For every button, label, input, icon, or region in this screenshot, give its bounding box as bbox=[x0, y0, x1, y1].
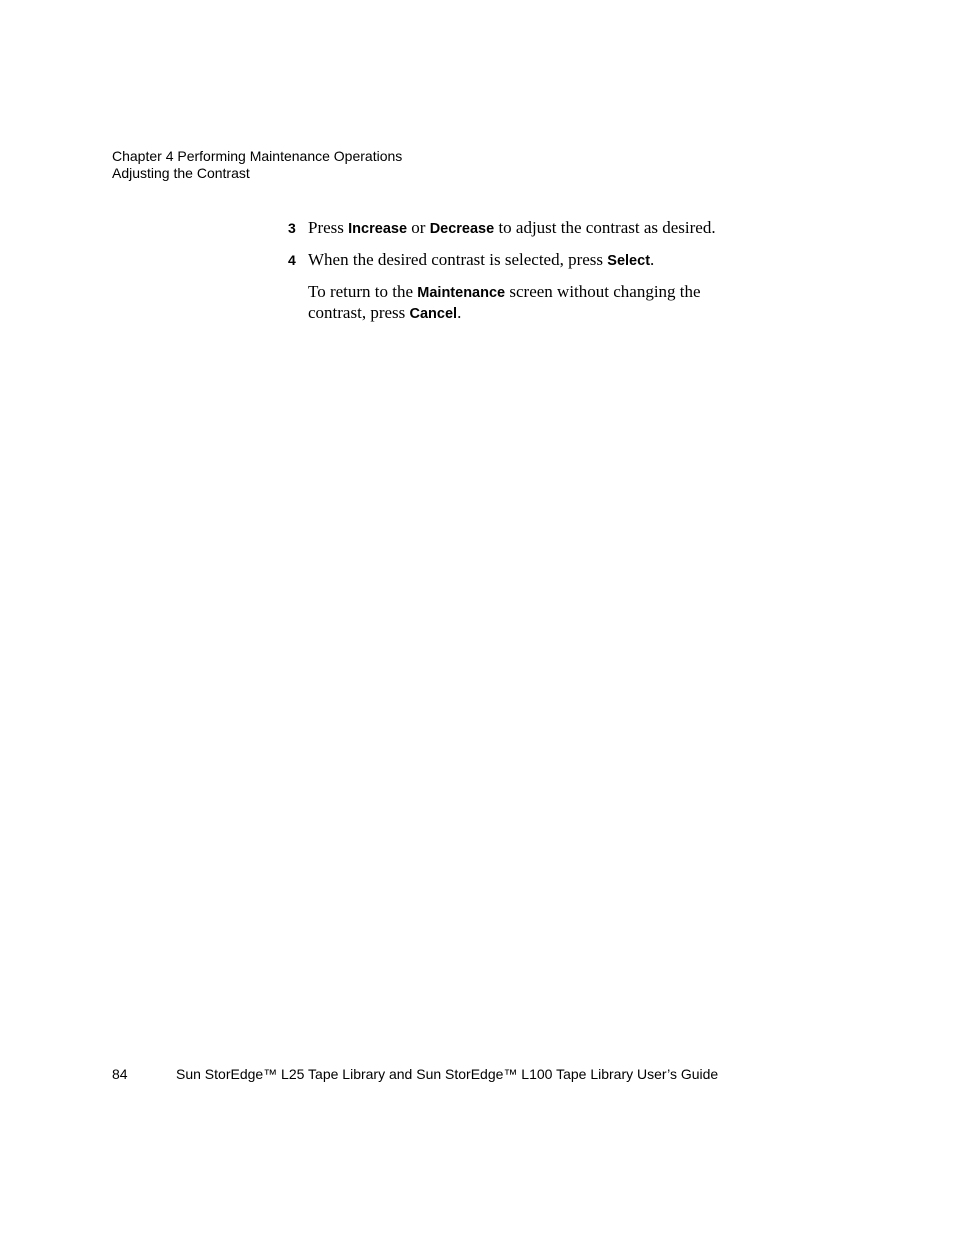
chapter-heading: Chapter 4 Performing Maintenance Operations bbox=[112, 148, 403, 164]
select-term: Select bbox=[607, 253, 651, 269]
cancel-term: Cancel bbox=[409, 306, 458, 322]
step-text: When the desired contrast is selected, press bbox=[308, 250, 608, 269]
maintenance-term: Maintenance bbox=[417, 285, 506, 301]
note-text: To return to the bbox=[308, 282, 418, 301]
running-header bbox=[112, 148, 402, 182]
book-title: Sun StorEdge™ L25 Tape Library and Sun StorEdge™ L100 Tape Library User’s Guide bbox=[176, 1066, 719, 1082]
note-text: . bbox=[457, 303, 462, 322]
section-heading: Adjusting the Contrast bbox=[112, 165, 250, 181]
step-text: Press bbox=[308, 218, 349, 237]
step-number: 3 bbox=[288, 220, 296, 236]
note-text: screen without changing the contrast, press bbox=[308, 282, 701, 322]
page-number: 84 bbox=[112, 1066, 128, 1082]
step-number: 4 bbox=[288, 252, 296, 268]
step-text: . bbox=[650, 250, 655, 269]
step-4 bbox=[288, 250, 768, 271]
increase-term: Increase bbox=[348, 221, 408, 237]
step-text: to adjust the contrast as desired. bbox=[494, 218, 716, 237]
step-3 bbox=[288, 218, 768, 239]
procedure-steps bbox=[288, 218, 768, 324]
step-text: or bbox=[407, 218, 430, 237]
step-note bbox=[288, 282, 758, 324]
decrease-term: Decrease bbox=[429, 221, 495, 237]
